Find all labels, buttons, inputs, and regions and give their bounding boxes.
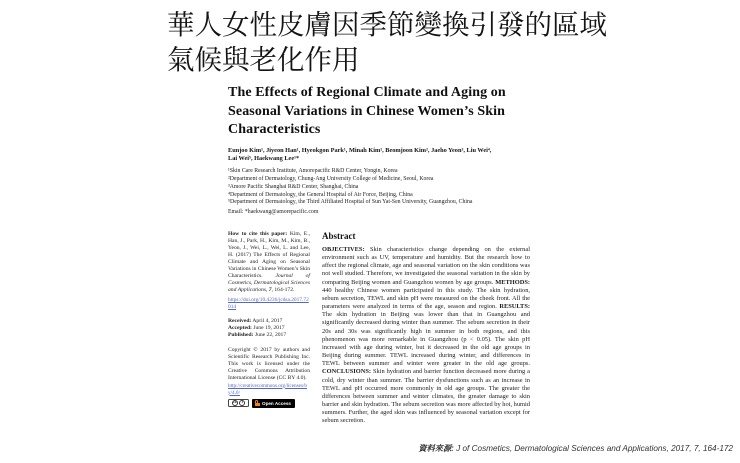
paper-body-columns (228, 231, 530, 425)
source-note (418, 443, 733, 454)
affiliation-item: ⁴Department of Dermatology, the General Hospital of Air Force, Beijing, China (228, 191, 413, 198)
results-label: RESULTS: (499, 303, 530, 311)
accepted-date: Accepted: June 19, 2017 (228, 325, 285, 332)
open-access-label: Open Access (262, 400, 291, 406)
cc-by-icon: cc ɺ (228, 399, 249, 407)
paper-page (228, 84, 530, 215)
slide-title (167, 8, 607, 77)
abstract-section (322, 231, 530, 425)
cc-license-link[interactable]: http://creativecommons.org/licenses/by/4.0/ (228, 382, 307, 396)
citation-volume: 7 (268, 287, 272, 293)
methods-label: METHODS: (495, 278, 530, 286)
source-label: 資料來源: (418, 444, 454, 453)
open-lock-icon (255, 400, 260, 406)
slide-title-line2: 氣候與老化作用 (167, 43, 360, 75)
conclusions-label: CONCLUSIONS: (322, 368, 373, 376)
author-line-2: Lai Wei⁵, Haekwang Lee¹* (228, 154, 300, 162)
objectives-label: OBJECTIVES: (322, 246, 370, 253)
author-line-1: Eunjoo Kim¹, Jiyeon Han¹, Hyeokgon Park¹, Minah Kim¹, Beomjoon Kim², Jaeho Yeon³, Liu Wei⁴, (228, 146, 492, 154)
author-list (228, 147, 530, 163)
affiliation-list (228, 168, 530, 207)
published-date: Published: June 22, 2017 (228, 332, 287, 339)
copyright-note: Copyright © 2017 by authors and Scientific Research Publishing Inc. This work is licensed under the Creative Commons Attribution International License (CC BY 4.0). (228, 346, 310, 381)
open-access-badge (252, 399, 295, 408)
license-badges (228, 399, 310, 408)
source-text: J of Cosmetics, Dermatological Sciences and Applications, 2017, 7, 164-172 (453, 444, 733, 453)
slide-title-line1: 華人女性皮膚因季節變換引發的區域 (167, 9, 607, 40)
doi-link[interactable]: https://doi.org/10.4236/jcdsa.2017.72014 (228, 297, 309, 310)
article-dates (228, 318, 310, 340)
received-date: Received: April 4, 2017 (228, 318, 283, 324)
abstract-heading: Abstract (322, 231, 356, 241)
paper-title: The Effects of Regional Climate and Aging on Seasonal Variations in Chinese Women’s Skin Characteristics (228, 85, 506, 138)
abstract-text: OBJECTIVES: Skin characteristics change depending on the external environment such as UV, temperature and humidity. But the research how to affect the regional climate, age and seasonal variation on the skin conditions was not well studied. Therefore, we investigated the seasonal variation in the skin by comparing Beijing women and Guangzhou women by age groups. METHODS: 440 healthy Chinese women participated in this study. The skin hydration, sebum secretion, TEWL and skin pH were measured on the cheek front. All the parameters were analyzed in terms of the age, season and region. RESULTS: The skin hydration in Beijing was lower than that in Guangzhou and significantly decreased during winter than summer. The sebum secretion in their 20s and 30s was significantly high in summer in both regions, and this phenomenon was more remarkable in Guangzhou (p < 0.05). The skin pH increased with age during winter, but it decreased in the old age groups in Beijing during summer. TEWL increased during winter, and differences in TEWL between summer and winter were greater in the old age groups. CONCLUSIONS: Skin hydration and barrier function decreased more during a cold, dry winter than summer. The barrier dysfunctions such as an increase in TEWL and pH occurred more commonly in old age groups. The greater the differences between summer and winter climates, the greater damage to skin barrier and skin hydration. The sebum secretion was more affected by hot, humid summers. Further, the aged skin was influenced by seasonal variation except for sebum secretion. (322, 246, 530, 425)
citation-note (228, 231, 310, 294)
affiliation-item: ²Department of Dermatology, Chung-Ang University College of Medicine, Seoul, Korea (228, 175, 434, 182)
citation-text: Kim, E., Han, J., Park, H., Kim, M., Kim, B., Yeon, J., Wei, L., Wei, L. and Lee, H. (2017) The Effects of Regional Climate and Aging on Seasonal Variations in Chinese Women’s Skin Characteristics. (228, 231, 310, 279)
contact-email: Email: *haekwang@amorepacific.com (228, 209, 319, 216)
affiliation-item: ¹Skin Care Research Institute, Amorepacific R&D Center, Yongin, Korea (228, 168, 398, 175)
affiliation-item: ⁵Department of Dermatology, the Third Affiliated Hospital of Sun Yat-Sen University, Guangzhou, China (228, 199, 473, 206)
citation-label: How to cite this paper: (228, 231, 290, 237)
affiliation-item: ³Amore Pacific Shanghai R&D Center, Shanghai, China (228, 183, 359, 190)
citation-journal: Journal of Cosmetics, Dermatological Sciences and Applications, (228, 273, 310, 293)
citation-pages: , 164-172. (271, 287, 295, 293)
paper-sidebar (228, 231, 310, 425)
